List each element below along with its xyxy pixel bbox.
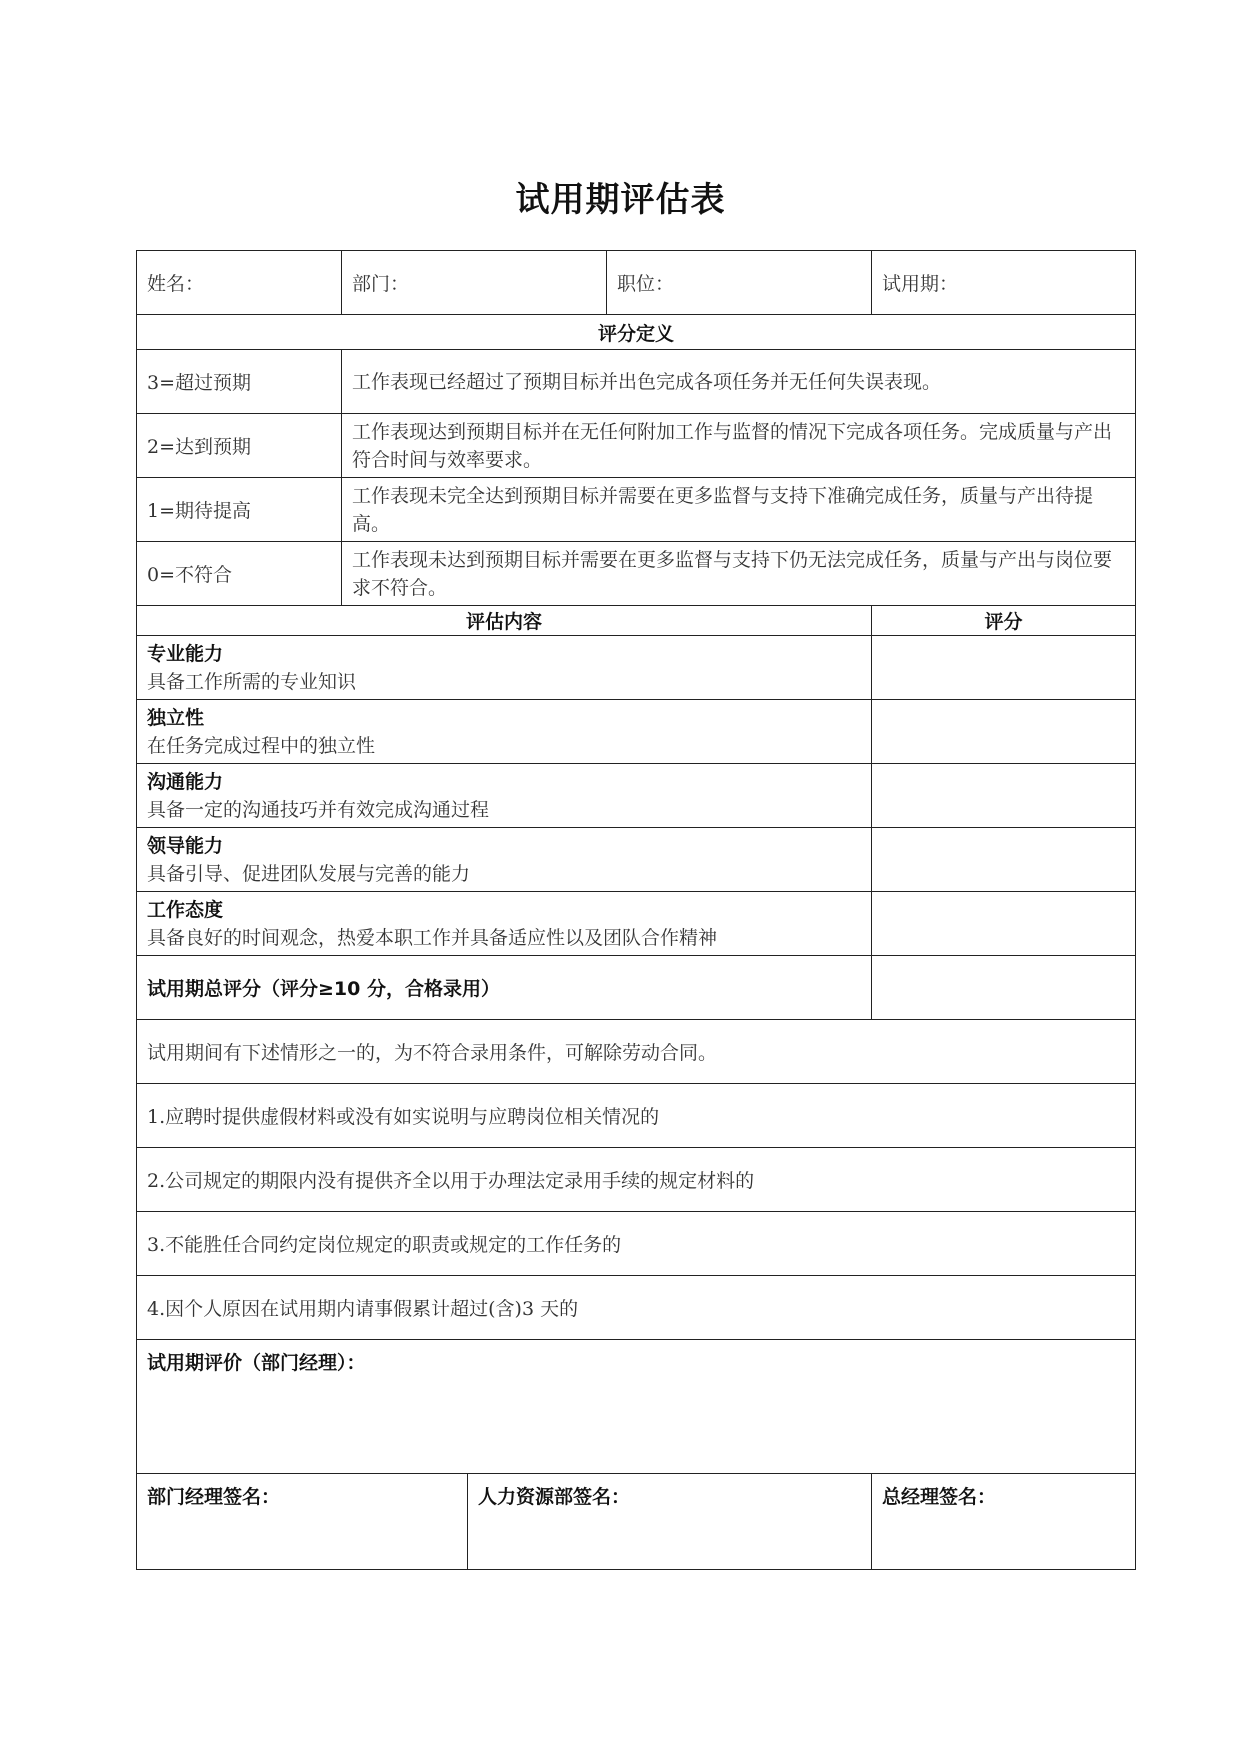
evaluation-item-title: 沟通能力: [147, 770, 224, 793]
score-definition-heading: 评分定义: [137, 315, 1136, 350]
page-title: 试用期评估表: [515, 180, 726, 220]
definition-text: 工作表现达到预期目标并在无任何附加工作与监督的情况下完成各项任务。完成质量与产出符合时间与效率要求。: [342, 414, 1136, 478]
score-cell[interactable]: [872, 764, 1136, 828]
evaluation-item: [137, 700, 872, 764]
gm-signature-field[interactable]: [872, 1474, 1136, 1570]
position-label: 职位：: [617, 273, 675, 295]
hr-signature-field[interactable]: [468, 1474, 872, 1570]
review-label: 试用期评价（部门经理）：: [147, 1352, 366, 1374]
position-field[interactable]: [607, 251, 872, 315]
evaluation-item-desc: 具备引导、促进团队发展与完善的能力: [147, 862, 471, 885]
total-score-cell[interactable]: [872, 956, 1136, 1020]
name-label: 姓名：: [147, 273, 205, 295]
condition-item: 4.因个人原因在试用期内请事假累计超过(含)3 天的: [137, 1276, 1136, 1340]
probation-label: 试用期：: [882, 273, 959, 295]
department-field[interactable]: [342, 251, 607, 315]
total-score-label: 试用期总评分（评分≥10 分，合格录用）: [137, 956, 872, 1020]
score-heading: 评分: [872, 606, 1136, 636]
dept-manager-signature-field[interactable]: [137, 1474, 468, 1570]
name-field[interactable]: [137, 251, 342, 315]
evaluation-form: [136, 250, 1136, 1570]
evaluation-item-title: 专业能力: [147, 642, 224, 665]
score-cell[interactable]: [872, 892, 1136, 956]
definition-text: 工作表现未完全达到预期目标并需要在更多监督与支持下准确完成任务，质量与产出待提高。: [342, 478, 1136, 542]
evaluation-item: [137, 828, 872, 892]
gm-signature-label: 总经理签名：: [882, 1486, 997, 1508]
evaluation-item-desc: 具备工作所需的专业知识: [147, 670, 357, 693]
evaluation-item-title: 独立性: [147, 706, 205, 729]
evaluation-item-title: 工作态度: [147, 898, 224, 921]
evaluation-item-desc: 在任务完成过程中的独立性: [147, 734, 376, 757]
evaluation-item-title: 领导能力: [147, 834, 224, 857]
evaluation-item-desc: 具备一定的沟通技巧并有效完成沟通过程: [147, 798, 490, 821]
definition-level: 3=超过预期: [137, 350, 342, 414]
evaluation-item-desc: 具备良好的时间观念，热爱本职工作并具备适应性以及团队合作精神: [147, 926, 718, 949]
definition-level: 2=达到预期: [137, 414, 342, 478]
probation-field[interactable]: [872, 251, 1136, 315]
department-label: 部门：: [352, 273, 410, 295]
definition-level: 0=不符合: [137, 542, 342, 606]
evaluation-item: [137, 636, 872, 700]
condition-item: 3.不能胜任合同约定岗位规定的职责或规定的工作任务的: [137, 1212, 1136, 1276]
evaluation-content-heading: 评估内容: [137, 606, 872, 636]
dept-manager-signature-label: 部门经理签名：: [147, 1486, 281, 1508]
score-cell[interactable]: [872, 828, 1136, 892]
definition-level: 1=期待提高: [137, 478, 342, 542]
definition-text: 工作表现已经超过了预期目标并出色完成各项任务并无任何失误表现。: [342, 350, 1136, 414]
hr-signature-label: 人力资源部签名：: [478, 1486, 631, 1508]
conditions-intro: 试用期间有下述情形之一的，为不符合录用条件，可解除劳动合同。: [137, 1020, 1136, 1084]
score-cell[interactable]: [872, 636, 1136, 700]
condition-item: 2.公司规定的期限内没有提供齐全以用于办理法定录用手续的规定材料的: [137, 1148, 1136, 1212]
review-field[interactable]: [137, 1340, 1136, 1474]
definition-text: 工作表现未达到预期目标并需要在更多监督与支持下仍无法完成任务，质量与产出与岗位要求不符合。: [342, 542, 1136, 606]
evaluation-item: [137, 892, 872, 956]
evaluation-item: [137, 764, 872, 828]
condition-item: 1.应聘时提供虚假材料或没有如实说明与应聘岗位相关情况的: [137, 1084, 1136, 1148]
score-cell[interactable]: [872, 700, 1136, 764]
